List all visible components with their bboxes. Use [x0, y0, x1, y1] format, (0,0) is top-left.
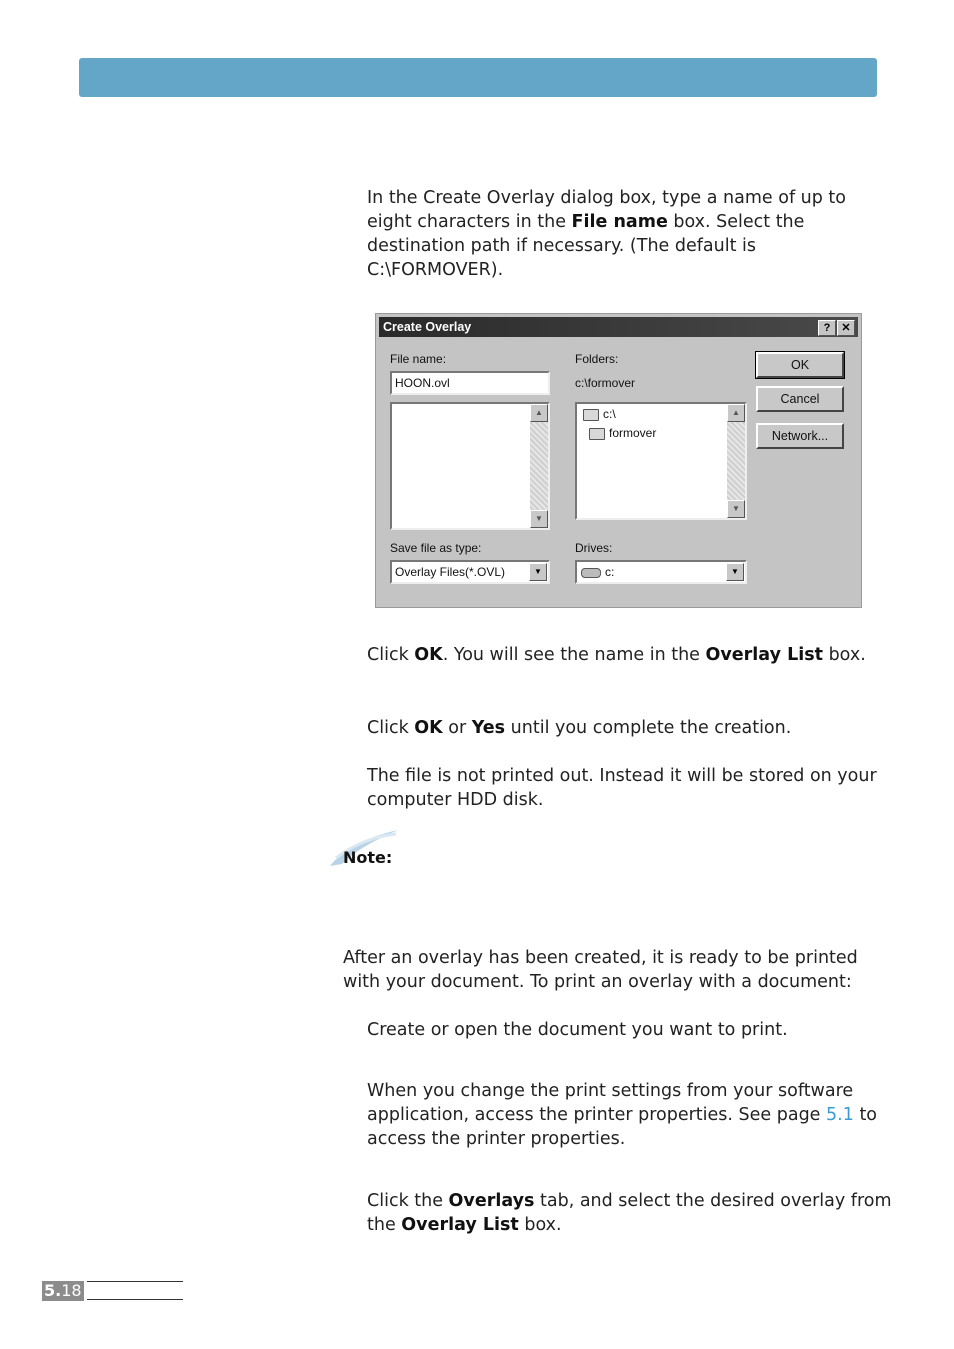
page-number [42, 1281, 84, 1301]
file-list[interactable] [390, 402, 550, 530]
text-line: until you complete the creation. [505, 718, 792, 738]
text-line: application, access the printer properties. See page [367, 1105, 827, 1125]
create-overlay-dialog [375, 313, 862, 608]
instruction-paragraph-4 [367, 764, 877, 812]
drive-icon [581, 568, 601, 578]
text-line: Click [367, 645, 415, 665]
folders-path: c:\formover [575, 376, 636, 390]
step-paragraph-3 [367, 1189, 892, 1237]
file-name-input[interactable] [390, 371, 550, 395]
drives-select[interactable] [575, 560, 747, 584]
folder-tree[interactable] [575, 402, 747, 520]
instruction-paragraph-3 [367, 716, 791, 740]
dialog-title: Create Overlay [383, 320, 472, 334]
folder-item-label: formover [609, 426, 657, 440]
text-line: The file is not printed out. Instead it will be stored on your [367, 766, 877, 786]
intro-paragraph [343, 946, 858, 994]
close-button[interactable]: ✕ [837, 320, 855, 336]
text-line: or [442, 718, 472, 738]
bold-term: File name [571, 212, 668, 232]
file-list-scrollbar[interactable] [530, 404, 548, 528]
text-line: In the Create Overlay dialog box, type a name of up to [367, 188, 846, 208]
bold-term: OK [414, 645, 443, 665]
folder-item-formover[interactable] [589, 426, 656, 440]
folder-item-label: c:\ [603, 407, 616, 421]
instruction-paragraph-2 [367, 643, 866, 667]
text-line: When you change the print settings from your software [367, 1081, 854, 1101]
save-type-label: Save file as type: [390, 541, 482, 555]
open-folder-icon [589, 428, 605, 440]
text-line: box. Select the [667, 212, 805, 232]
text-line: After an overlay has been created, it is ready to be printed [343, 948, 858, 968]
folder-tree-scrollbar[interactable] [727, 404, 745, 518]
bold-term: Overlays [448, 1191, 535, 1211]
text-line: with your document. To print an overlay with a document: [343, 972, 852, 992]
text-line: Click [367, 718, 415, 738]
bold-term: Overlay List [705, 645, 823, 665]
scroll-up-icon[interactable]: ▲ [530, 404, 548, 422]
text-line: Create or open the document you want to print. [367, 1020, 788, 1040]
text-line: box. [518, 1215, 562, 1235]
text-line: the [367, 1215, 402, 1235]
scroll-up-icon[interactable]: ▲ [727, 404, 745, 422]
file-name-label: File name: [390, 352, 447, 366]
cancel-button[interactable]: Cancel [756, 386, 844, 412]
chevron-down-icon[interactable]: ▼ [726, 563, 744, 581]
ok-button[interactable]: OK [756, 352, 844, 378]
chevron-down-icon[interactable]: ▼ [529, 563, 547, 581]
bold-term: Yes [471, 718, 506, 738]
footer-rule-top [87, 1281, 183, 1282]
dialog-titlebar [379, 317, 858, 337]
save-type-select[interactable] [390, 560, 550, 584]
drives-value: c: [605, 565, 615, 579]
step-paragraph-2 [367, 1079, 877, 1151]
bold-term: Overlay List [401, 1215, 519, 1235]
folders-label: Folders: [575, 352, 619, 366]
scroll-down-icon[interactable]: ▼ [727, 500, 745, 518]
bold-term: OK [414, 718, 443, 738]
header-bar [79, 58, 877, 97]
text-line: to [853, 1105, 878, 1125]
text-line: C:\FORMOVER). [367, 260, 504, 280]
step-paragraph-1 [367, 1018, 788, 1042]
text-line: eight characters in the [367, 212, 572, 232]
folder-item-root[interactable] [583, 407, 616, 421]
network-button[interactable]: Network... [756, 423, 844, 449]
text-line: box. [823, 645, 866, 665]
page-number-value: 18 [61, 1281, 82, 1300]
footer-rule-bottom [87, 1299, 183, 1300]
drives-label: Drives: [575, 541, 613, 555]
text-line: . You will see the name in the [442, 645, 706, 665]
scroll-down-icon[interactable]: ▼ [530, 510, 548, 528]
help-button[interactable]: ? [818, 320, 836, 336]
save-type-value: Overlay Files(*.OVL) [395, 565, 506, 579]
open-folder-icon [583, 409, 599, 421]
chapter-number: 5. [44, 1281, 62, 1300]
text-line: tab, and select the desired overlay from [534, 1191, 892, 1211]
text-line: destination path if necessary. (The default is [367, 236, 756, 256]
note-label: Note: [343, 848, 393, 867]
text-line: computer HDD disk. [367, 790, 544, 810]
instruction-paragraph-1 [367, 186, 846, 282]
text-line: access the printer properties. [367, 1129, 626, 1149]
page-link[interactable]: 5.1 [826, 1105, 854, 1125]
text-line: Click the [367, 1191, 449, 1211]
file-name-value: HOON.ovl [395, 376, 450, 390]
